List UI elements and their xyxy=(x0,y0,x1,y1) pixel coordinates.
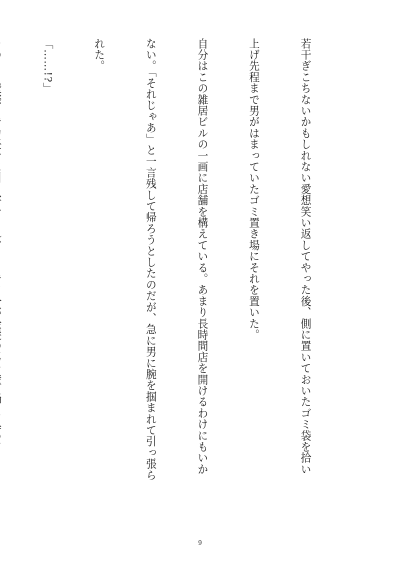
text-line: ない。「それじゃあ」と一言残して帰ろうとしたのだが、急に男に腕を掴まれて引っ張ら xyxy=(144,38,157,481)
text-line: 上げ先程まで男がはまっていたゴミ置き場にそれを置いた。 xyxy=(247,38,260,341)
text-line xyxy=(0,38,4,518)
vertical-text-body xyxy=(0,38,348,518)
text-line: 自分はこの雑居ビルの一画に店舗を構えている。あまり長時間店を開けるわけにもいか xyxy=(196,38,209,475)
text-line: れた。 xyxy=(93,38,106,72)
text-line: 若干ぎこちないかもしれない愛想笑い返してやった後、側に置いておいたゴミ袋を拾い xyxy=(299,38,312,475)
text-line: 「……!?」 xyxy=(41,38,54,94)
page-number: 9 xyxy=(198,540,202,547)
